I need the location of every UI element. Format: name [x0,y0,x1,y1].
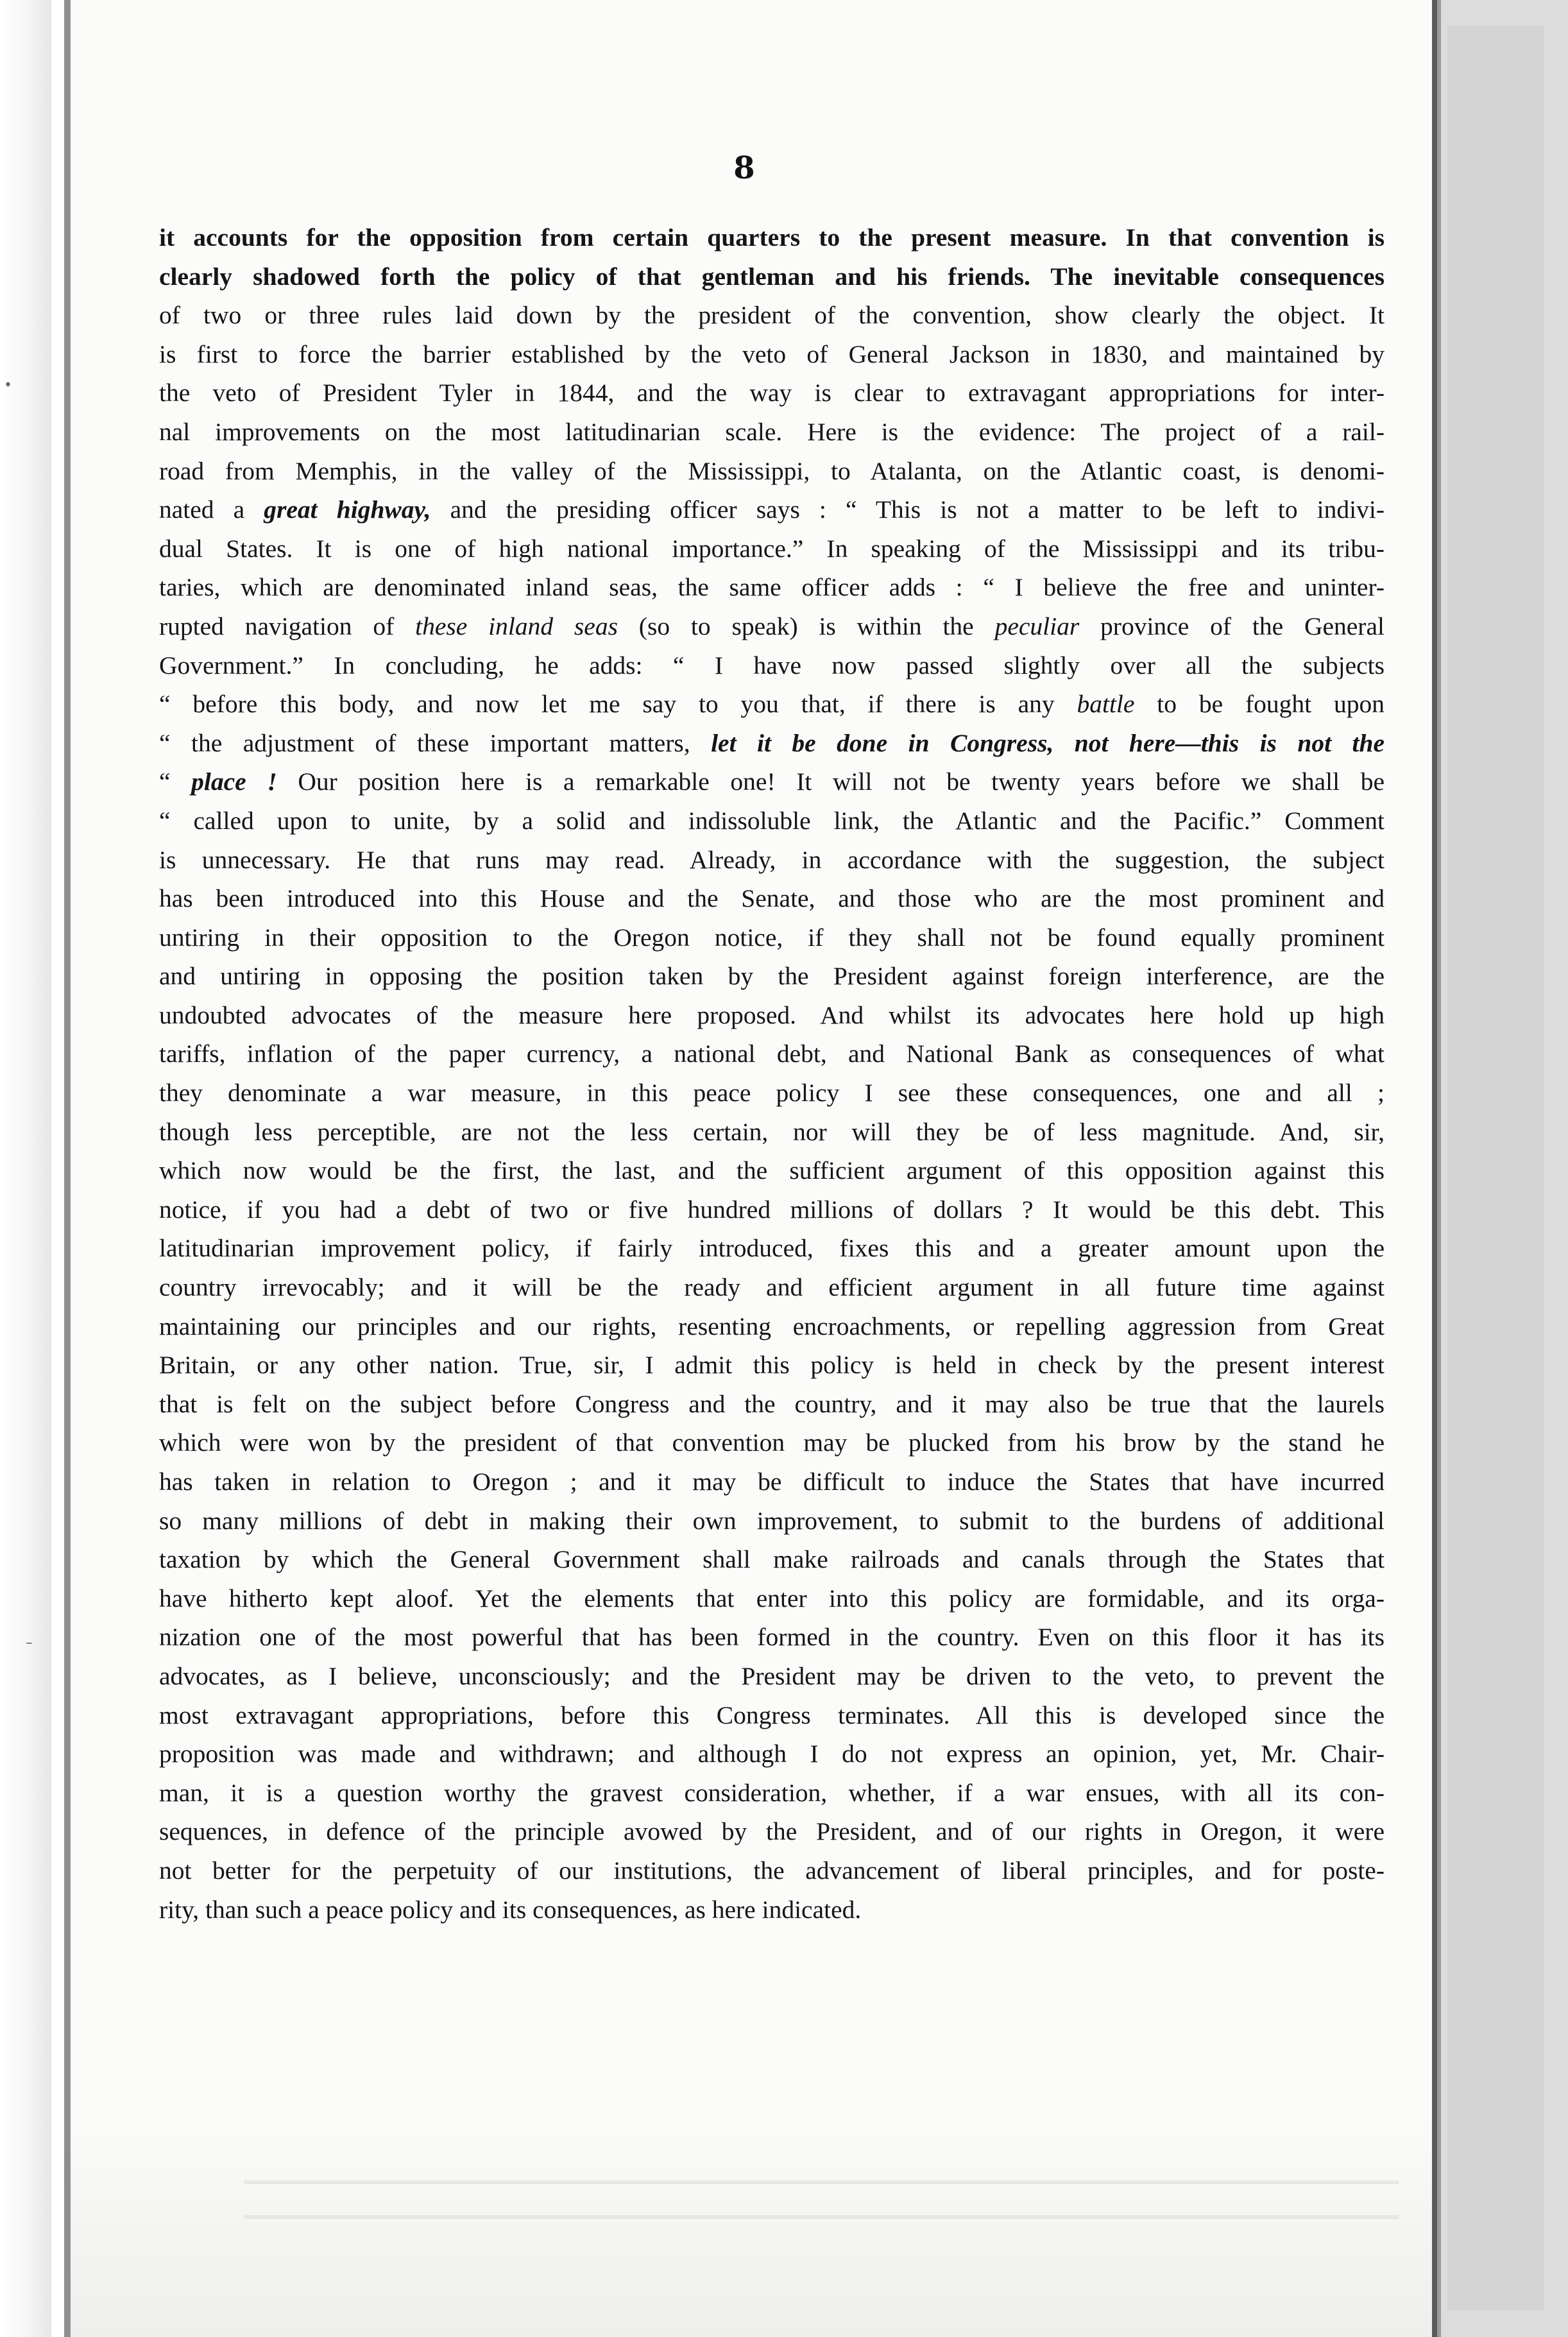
text-line [159,529,1385,569]
text-run: has been introduced into this House and the Senate, and those who are the most prominent and [159,884,1385,913]
text-line [159,1229,1385,1268]
text-run: tariffs, inflation of the paper currency, a national debt, and National Bank as consequences of what [159,1040,1385,1068]
text-run: that is felt on the subject before Congress and the country, and it may also be true that the laurels [159,1389,1385,1418]
text-line [159,452,1385,491]
text-line [159,607,1385,646]
text-run: they denominate a war measure, in this peace policy I see these consequences, one and all ; [159,1079,1385,1108]
text-run: not better for the perpetuity of our institutions, the advancement of liberal principles, and for poste- [159,1856,1385,1885]
text-run: though less perceptible, are not the less certain, nor will they be of less magnitude. And, sir, [159,1117,1385,1146]
text-line [159,413,1385,452]
text-run: proposition was made and withdrawn; and although I do not express an opinion, yet, Mr. Chair- [159,1740,1385,1768]
text-line [159,1307,1385,1346]
text-run: most extravagant appropriations, before this Congress terminates. All this is developed since the [159,1700,1385,1729]
text-line [159,1113,1385,1152]
text-line [159,1618,1385,1657]
text-line [159,957,1385,996]
text-line [159,1268,1385,1307]
text-line [159,296,1385,335]
text-line [159,724,1385,763]
text-run: is first to force the barrier established by the veto of General Jackson in 1830, and maintained by [159,339,1385,368]
text-run: dual States. It is one of high national importance.” In speaking of the Mississippi and its tribu- [159,534,1385,563]
text-line [159,841,1385,880]
text-line [159,1462,1385,1502]
text-run: nization one of the most powerful that has been formed in the country. Even on this floor it has its [159,1623,1385,1652]
text-run: clearly shadowed forth the policy of that gentleman and his friends. The inevitable consequences [159,262,1385,291]
text-line [159,1540,1385,1579]
text-run: nal improvements on the most latitudinarian scale. Here is the evidence: The project of a rail- [159,417,1385,446]
text-line [159,762,1385,801]
text-run: maintaining our principles and our rights, resenting encroachments, or repelling aggression from Great [159,1312,1385,1340]
text-run: untiring in their opposition to the Oregon notice, if they shall not be found equally prominent [159,923,1385,952]
text-line [159,918,1385,957]
text-run: “ before this body, and now let me say to you that, if there is any [159,690,1077,719]
bleed-through-line [244,2180,1399,2184]
text-run: country irrevocably; and it will be the ready and efficient argument in all future time against [159,1273,1385,1302]
text-run: place ! [191,767,277,796]
text-run: great highway, [264,495,431,524]
text-line [159,646,1385,685]
text-run: nated a [159,495,264,524]
text-line [159,1346,1385,1385]
text-run: rupted navigation of [159,612,416,640]
text-line [159,1774,1385,1813]
text-line [159,1423,1385,1462]
text-run: battle [1077,690,1135,719]
text-line [159,1696,1385,1735]
text-run: taxation by which the General Government shall make railroads and canals through the States that [159,1545,1385,1574]
text-line [159,879,1385,918]
text-line [159,335,1385,374]
text-line [159,1812,1385,1851]
text-run: of two or three rules laid down by the president of the convention, show clearly the object. It [159,301,1385,330]
text-run: and untiring in opposing the position taken by the President against foreign interference, are the [159,962,1385,991]
text-run: Our position here is a remarkable one! It will not be twenty years before we shall be [277,767,1385,796]
scan-speck: – [26,1635,33,1651]
text-run: which were won by the president of that convention may be plucked from his brow by the stand he [159,1428,1385,1457]
text-line [159,1890,1385,1930]
page-shading [71,2106,1432,2337]
text-run: to be fought upon [1134,690,1385,719]
text-run: rity, than such a peace policy and its consequences, as here indicated. [159,1895,862,1924]
adjacent-page-shadow [1447,26,1544,2310]
text-run: man, it is a question worthy the gravest consideration, whether, if a war ensues, with all its con- [159,1778,1385,1807]
text-run: “ [159,767,192,796]
text-run: undoubted advocates of the measure here proposed. And whilst its advocates here hold up high [159,1000,1385,1029]
text-line [159,257,1385,296]
text-line [159,1657,1385,1696]
text-run: has taken in relation to Oregon ; and it may be difficult to induce the States that have incurred [159,1468,1385,1496]
text-run: taries, which are denominated inland seas, the same officer adds : “ I believe the free and uninter- [159,573,1385,602]
text-line [159,1502,1385,1541]
text-run: advocates, as I believe, unconsciously; and the President may be driven to the veto, to prevent the [159,1661,1385,1690]
text-line [159,1385,1385,1424]
scan-speck: • [4,377,12,393]
text-run: road from Memphis, in the valley of the Mississippi, to Atalanta, on the Atlantic coast, is denomi- [159,456,1385,485]
scanner-left-margin [0,0,51,2337]
text-run: sequences, in defence of the principle avowed by the President, and of our rights in Oregon, it were [159,1817,1385,1846]
text-run: the veto of President Tyler in 1844, and the way is clear to extravagant appropriations for inter- [159,379,1385,407]
text-line [159,996,1385,1035]
text-run: let it be done in Congress, not here—this is not the [711,728,1385,757]
text-line [159,1579,1385,1618]
text-line [159,685,1385,724]
text-line [159,1734,1385,1774]
text-run: “ called upon to unite, by a solid and indissoluble link, the Atlantic and the Pacific.” Comment [159,806,1385,835]
text-run: Britain, or any other nation. True, sir, I admit this policy is held in check by the present interest [159,1351,1385,1380]
text-line [159,1851,1385,1890]
text-run: province of the General [1079,612,1385,640]
text-run: so many millions of debt in making their own improvement, to submit to the burdens of additional [159,1506,1385,1535]
text-run: notice, if you had a debt of two or five hundred millions of dollars ? It would be this debt. This [159,1195,1385,1224]
bleed-through-line [244,2215,1399,2219]
text-line [159,490,1385,529]
text-run: peculiar [994,612,1080,640]
text-line [159,218,1385,257]
text-line [159,1074,1385,1113]
adjacent-page-edge [1437,0,1568,2337]
text-run: it accounts for the opposition from certain quarters to the present measure. In that convention is [159,223,1385,252]
text-run: “ the adjustment of these important matters, [159,728,712,757]
text-line [159,1190,1385,1229]
text-line [159,1034,1385,1074]
text-run: these inland seas [415,612,618,640]
text-run: latitudinarian improvement policy, if fairly introduced, fixes this and a greater amount upon the [159,1234,1385,1263]
text-run: and the presiding officer says : “ This is not a matter to be left to indivi- [430,495,1385,524]
text-run: is unnecessary. He that runs may read. Already, in accordance with the suggestion, the subject [159,845,1385,874]
text-run: which now would be the first, the last, and the sufficient argument of this opposition against this [159,1156,1385,1185]
body-paragraph [159,218,1385,1929]
text-line [159,1151,1385,1190]
text-line [159,373,1385,413]
text-line [159,568,1385,607]
text-line [159,801,1385,841]
text-run: have hitherto kept aloof. Yet the elements that enter into this policy are formidable, and its orga- [159,1584,1385,1613]
text-run: (so to speak) is within the [617,612,995,640]
page-number: 8 [733,150,755,186]
text-run: Government.” In concluding, he adds: “ I have now passed slightly over all the subjects [159,651,1385,680]
